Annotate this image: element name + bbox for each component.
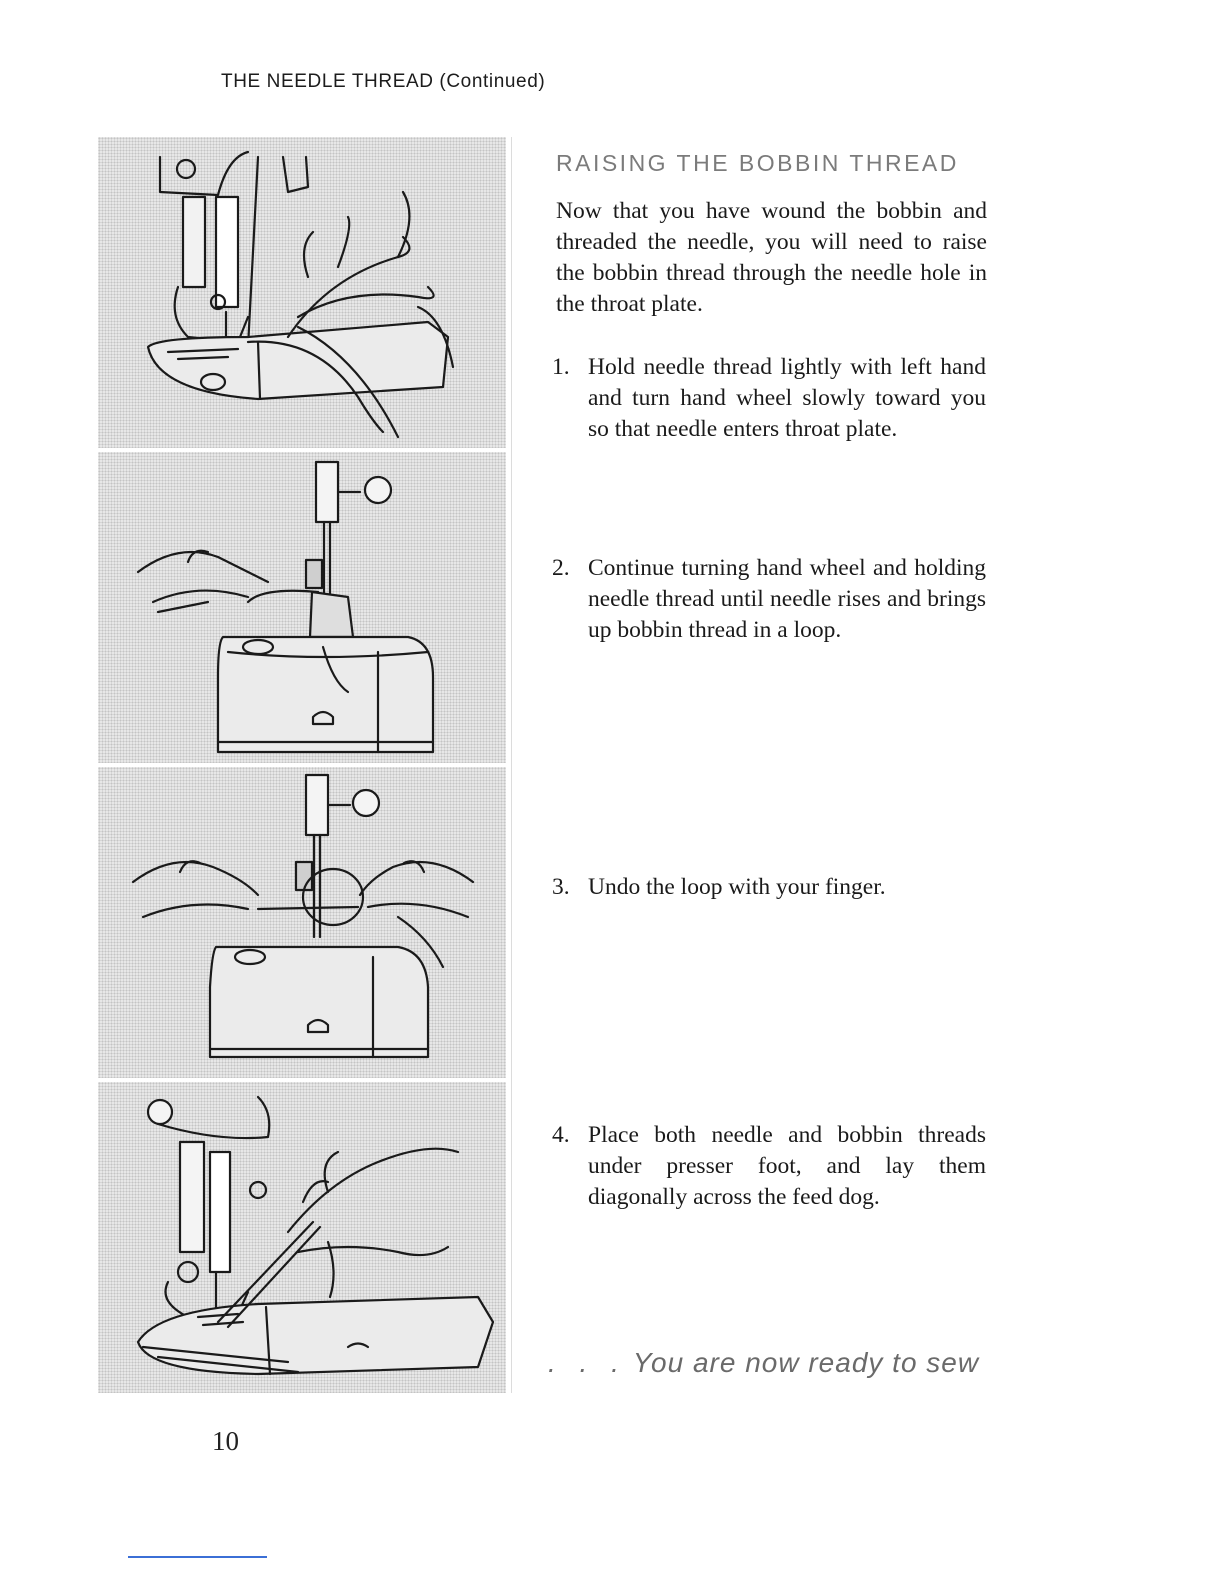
intro-paragraph: Now that you have wound the bobbin and threaded the needle, you will need to raise the bobbin thread through the needle hole in the throat plate. [556,198,987,317]
step-text: Undo the loop with your finger. [588,874,886,900]
illustration-step-3 [98,767,506,1078]
presser-foot-closeup-drawing [98,1082,506,1393]
step-text: Continue turning hand wheel and holding needle thread until needle rises and brings up bobbin thread in a loop. [588,555,986,643]
footer-rule [128,1556,267,1558]
step-number: 1. [552,354,570,380]
ellipsis: . . . [548,1347,627,1378]
illustration-step-4 [98,1082,506,1393]
illustration-column [98,137,506,1393]
step-text: Place both needle and bobbin threads under presser foot, and lay them diagonally across the feed dog. [588,1122,986,1210]
section-title: RAISING THE BOBBIN THREAD [556,150,959,176]
illustration-step-2 [98,452,506,763]
front-view-left-hand-drawing [98,452,506,763]
page-number: 10 [212,1426,239,1456]
step-text: Hold needle thread lightly with left hand and turn hand wheel slowly toward you so that needle enters throat plate. [588,354,986,442]
illustration-step-1 [98,137,506,448]
step-number: 3. [552,874,570,900]
step-3 [552,872,986,903]
step-1 [552,352,986,445]
step-number: 2. [552,555,570,581]
running-head: THE NEEDLE THREAD (Continued) [221,71,546,92]
step-2 [552,553,986,646]
front-view-both-hands-drawing [98,767,506,1078]
needle-closeup-drawing [98,137,506,448]
step-4 [552,1120,986,1213]
column-divider [511,137,512,1393]
step-number: 4. [552,1122,570,1148]
closing-line [548,1347,979,1379]
closing-text: You are now ready to sew [632,1347,980,1378]
